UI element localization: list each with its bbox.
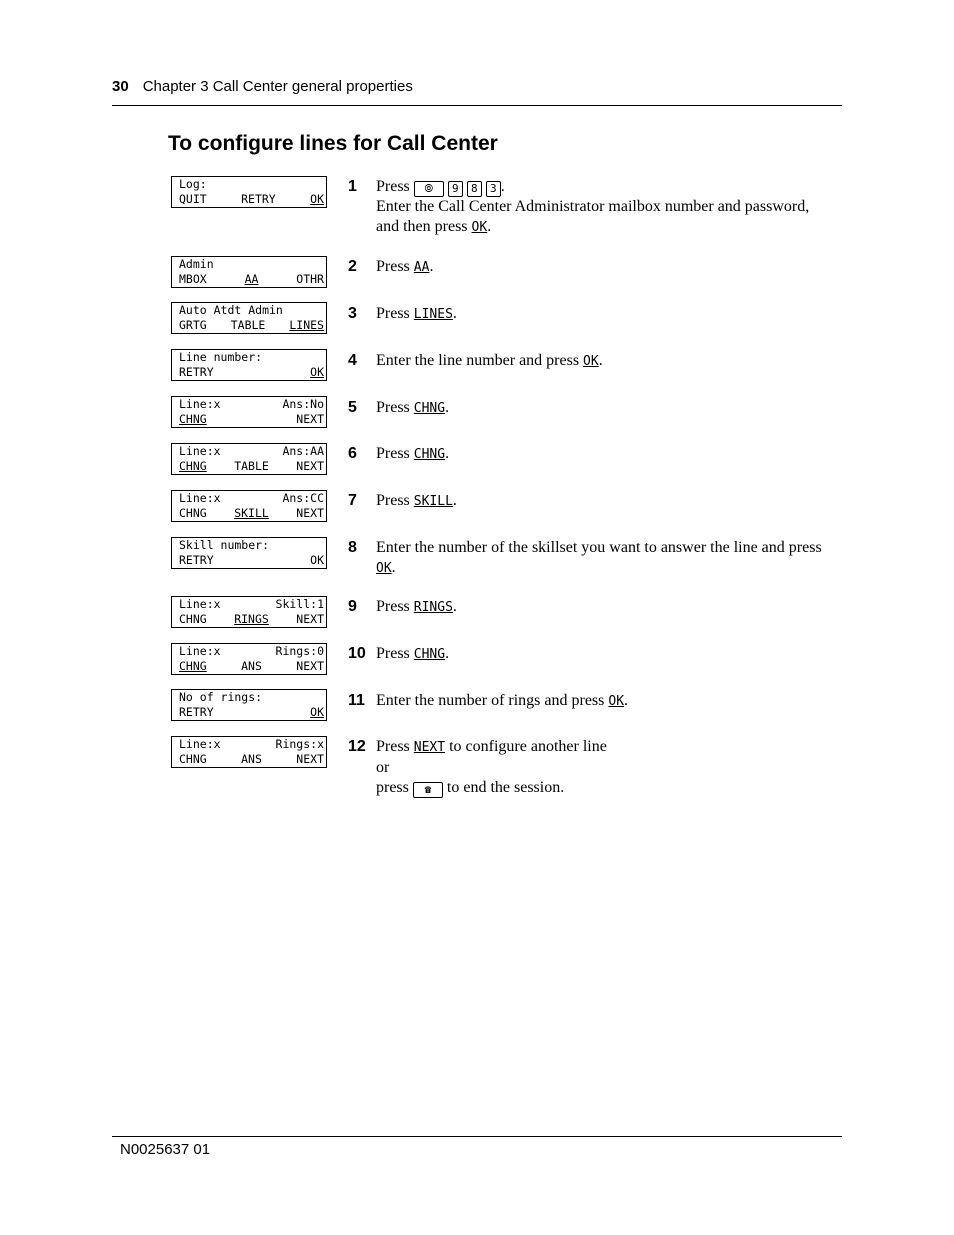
lcd-text: Rings:0 [275,644,324,658]
lcd-text: Line:x [179,444,221,458]
lcd-line-1 [179,644,324,659]
lcd-softkey: ANS [241,752,262,766]
lcd-display [171,736,327,768]
lcd-text: Admin [179,257,214,271]
lcd-display [171,176,327,208]
lcd-softkey: OTHR [296,272,324,286]
lcd-text: Line number: [179,350,263,364]
document-number: N0025637 01 [120,1141,211,1158]
lcd-softkey: NEXT [296,612,324,626]
step-7: 7 Press SKILL. [348,492,457,509]
step-2: 2 Press AA. [348,258,434,275]
lcd-display [171,643,327,675]
lcd-display [171,689,327,721]
step-8: 8 Enter the number of the skillset you want to answer the line and press OK. [348,539,822,576]
lcd-text: Log: [179,177,207,191]
lcd-softkey: RINGS [234,612,269,626]
lcd-display [171,490,327,522]
lcd-softkey: NEXT [296,752,324,766]
lcd-softkey: OK [310,553,324,567]
lcd-text: Ans:CC [282,491,324,505]
lcd-text: Line:x [179,597,221,611]
lcd-text: Ans:AA [282,444,324,458]
lcd-line-1 [179,177,324,192]
dial-key-3: 3 [486,181,501,197]
lcd-display [171,596,327,628]
lcd-softkeys [179,553,324,568]
step-12: 12 Press NEXT to configure another line or press ☎ to end the session. [348,738,607,796]
lcd-softkeys [179,506,324,521]
step-3: 3 Press LINES. [348,305,457,322]
lcd-softkeys [179,318,324,333]
lcd-softkey: RETRY [179,365,214,379]
lcd-softkeys [179,412,324,427]
lcd-display [171,256,327,288]
lcd-softkey: OK [310,705,324,719]
lcd-text: Ans:No [282,397,324,411]
lcd-text: Line:x [179,644,221,658]
step-1: 1 Press ⦾ 9 8 3 . Enter the Call Center Administrator mailbox number and password, and then press OK. [348,178,810,235]
lcd-line-1 [179,690,324,705]
lcd-softkey: NEXT [296,412,324,426]
lcd-softkey: MBOX [179,272,207,286]
lcd-softkey: OK [310,192,324,206]
step-10: 10 Press CHNG. [348,645,450,662]
feature-key-icon: ⦾ [414,181,444,197]
step-4: 4 Enter the line number and press OK. [348,352,603,369]
lcd-softkey: NEXT [296,459,324,473]
lcd-softkey: LINES [289,318,324,332]
page-header [112,78,842,106]
lcd-text: No of rings: [179,690,263,704]
lcd-text: Skill:1 [275,597,324,611]
lcd-text: Rings:x [275,737,324,751]
lcd-softkey: RETRY [179,705,214,719]
section-title: To configure lines for Call Center [168,132,498,155]
lcd-text: Auto Atdt Admin [179,303,283,317]
lcd-line-1 [179,491,324,506]
lcd-softkey: CHNG [179,412,207,426]
lcd-softkey: CHNG [179,506,207,520]
lcd-line-1 [179,737,324,752]
lcd-text: Line:x [179,737,221,751]
lcd-line-1 [179,350,324,365]
step-11: 11 Enter the number of rings and press OK. [348,692,629,709]
lcd-line-1 [179,538,324,553]
lcd-display [171,349,327,381]
page-footer [112,1136,842,1158]
lcd-softkey: OK [310,365,324,379]
lcd-line-1 [179,303,324,318]
lcd-line-1 [179,597,324,612]
lcd-softkeys [179,612,324,627]
lcd-line-1 [179,257,324,272]
lcd-display [171,537,327,569]
lcd-softkey: CHNG [179,612,207,626]
step-5: 5 Press CHNG. [348,399,450,416]
lcd-softkey: QUIT [179,192,207,206]
step-9: 9 Press RINGS. [348,598,457,615]
lcd-softkeys [179,192,324,207]
lcd-display [171,396,327,428]
step-6: 6 Press CHNG. [348,445,450,462]
lcd-softkeys [179,659,324,674]
page-number: 30 [112,78,129,95]
lcd-softkey: CHNG [179,752,207,766]
lcd-softkey: RETRY [179,553,214,567]
chapter-title: Chapter 3 Call Center general properties [142,78,413,95]
lcd-softkey: SKILL [234,506,269,520]
release-key-icon: ☎ [413,782,443,798]
lcd-softkeys [179,272,324,287]
lcd-text: Skill number: [179,538,270,552]
lcd-softkeys [179,705,324,720]
lcd-softkey: CHNG [179,459,207,473]
lcd-line-1 [179,397,324,412]
lcd-softkey: ANS [241,659,262,673]
lcd-display [171,443,327,475]
lcd-line-1 [179,444,324,459]
lcd-softkeys [179,365,324,380]
lcd-text: Line:x [179,491,221,505]
lcd-softkey: TABLE [234,459,269,473]
lcd-softkey: GRTG [179,318,207,332]
lcd-softkey: TABLE [230,318,266,332]
lcd-display [171,302,327,334]
dial-key-9: 9 [448,181,463,197]
lcd-softkey: NEXT [296,506,324,520]
dial-key-8: 8 [467,181,482,197]
lcd-text: Line:x [179,397,221,411]
lcd-softkeys [179,752,324,767]
lcd-softkey: AA [244,272,259,286]
lcd-softkey: CHNG [179,659,207,673]
lcd-softkey: NEXT [296,659,324,673]
lcd-softkey: RETRY [241,192,276,206]
lcd-softkeys [179,459,324,474]
